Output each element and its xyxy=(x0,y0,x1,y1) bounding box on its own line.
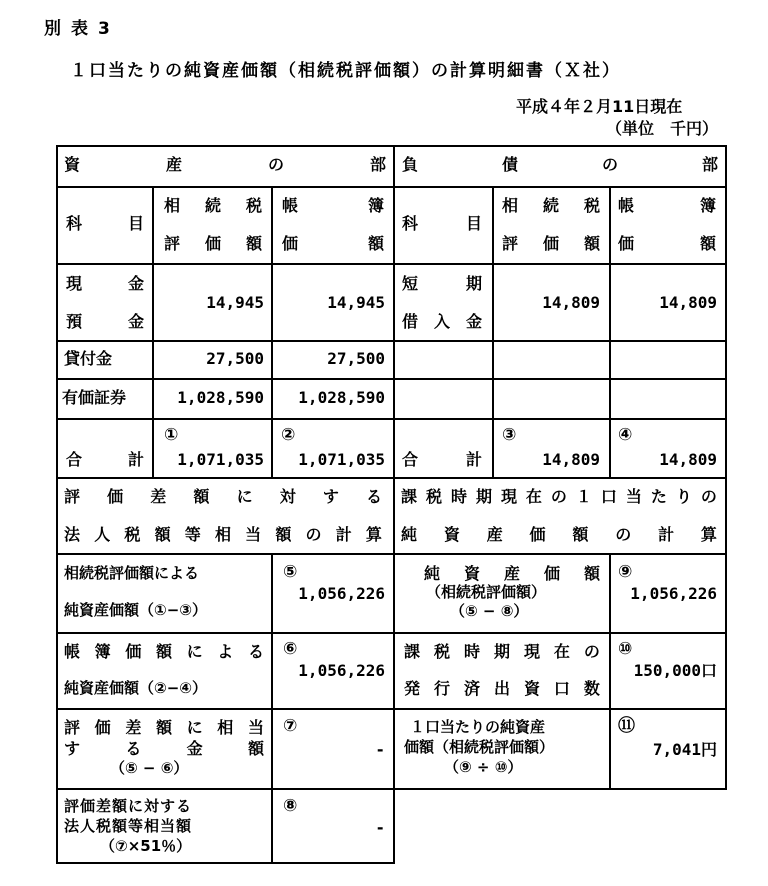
liability-item-shortterm-2: 借 入 金 xyxy=(402,312,482,331)
assets-col-book-2: 価 額 xyxy=(282,234,384,253)
calc-row9-label-3: （⑤ − ⑧） xyxy=(450,602,529,620)
liabilities-col-book-2: 価 額 xyxy=(618,234,716,253)
liability-total-book-mark: ④ xyxy=(618,425,633,445)
calc-row11-mark: ⑪ xyxy=(618,716,635,736)
liability-shortterm-book-value: 14,809 xyxy=(659,293,717,312)
calc-row5-label-2: 純資産価額（①−③） xyxy=(64,601,207,619)
calc-row10-value: 150,000口 xyxy=(633,661,717,680)
calc-row7-mark: ⑦ xyxy=(283,716,298,736)
calc-row10-label-2: 発 行 済 出 資 口 数 xyxy=(404,679,600,698)
calc-row8-label-2: 法人税額等相当額 xyxy=(64,817,193,835)
asset-total-book-mark: ② xyxy=(281,425,296,445)
asset-item-securities: 有価証券 xyxy=(62,388,127,407)
unit-label: （単位 千円） xyxy=(606,119,719,138)
calc-row6-mark: ⑥ xyxy=(283,639,298,659)
calc-row9-label-1: 純 資 産 価 額 xyxy=(424,564,600,583)
asset-total-tax-value: 1,071,035 xyxy=(177,450,264,469)
asset-total-label: 合 計 xyxy=(66,450,144,469)
asset-item-cash-1: 現 金 xyxy=(66,274,144,293)
calc-row10-label-1: 課 税 時 期 現 在 の xyxy=(404,642,600,661)
asset-total-tax-mark: ① xyxy=(164,425,179,445)
liabilities-section-title: 負 債 の 部 xyxy=(402,155,718,174)
calc-row11-value: 7,041円 xyxy=(652,740,717,759)
calc-row5-value: 1,056,226 xyxy=(298,584,385,603)
asset-item-cash-2: 預 金 xyxy=(66,312,144,331)
asset-loan-tax-value: 27,500 xyxy=(206,349,264,368)
asset-securities-book-value: 1,028,590 xyxy=(298,388,385,407)
calc-row9-value: 1,056,226 xyxy=(630,584,717,603)
calc-row7-label-1: 評 価 差 額 に 相 当 xyxy=(64,718,264,737)
calc-row8-label-3: （⑦×51％） xyxy=(100,837,192,855)
calc-row6-label-2: 純資産価額（②−④） xyxy=(64,679,207,697)
liabilities-col-book-1: 帳 簿 xyxy=(618,196,716,215)
table-number-label: 別表3 xyxy=(44,19,120,39)
asset-cash-tax-value: 14,945 xyxy=(206,293,264,312)
assets-col-tax-1: 相 続 税 xyxy=(164,196,262,215)
calc-row6-label-1: 帳 簿 価 額 に よ る xyxy=(64,642,264,661)
asset-securities-tax-value: 1,028,590 xyxy=(177,388,264,407)
calc-row7-label-3: （⑤ − ⑥） xyxy=(110,759,189,777)
assets-col-item: 科 目 xyxy=(66,214,144,233)
calc-row7-value: - xyxy=(375,740,385,759)
asset-total-book-value: 1,071,035 xyxy=(298,450,385,469)
left-calc-title-2: 法 人 税 額 等 相 当 額 の 計 算 xyxy=(64,525,382,544)
liabilities-col-tax-1: 相 続 税 xyxy=(502,196,600,215)
calc-row11-label-3: （⑨ ÷ ⑩） xyxy=(444,758,523,776)
right-calc-title-1: 課 税 時 期 現 在 の １ 口 当 た り の xyxy=(401,487,717,506)
liabilities-col-tax-2: 評 価 額 xyxy=(502,234,600,253)
asset-item-loan: 貸付金 xyxy=(64,349,113,368)
asset-loan-book-value: 27,500 xyxy=(327,349,385,368)
calc-row9-mark: ⑨ xyxy=(618,562,633,582)
calc-row5-mark: ⑤ xyxy=(283,562,298,582)
liability-item-shortterm-1: 短 期 xyxy=(402,274,482,293)
calc-row8-value: - xyxy=(375,818,385,837)
calc-row8-mark: ⑧ xyxy=(283,796,298,816)
calc-row10-mark: ⑩ xyxy=(618,639,633,659)
liability-shortterm-tax-value: 14,809 xyxy=(542,293,600,312)
asset-cash-book-value: 14,945 xyxy=(327,293,385,312)
liabilities-col-item: 科 目 xyxy=(402,214,482,233)
calc-row9-label-2: （相続税評価額） xyxy=(426,583,547,601)
calc-row6-value: 1,056,226 xyxy=(298,661,385,680)
assets-col-tax-2: 評 価 額 xyxy=(164,234,262,253)
liability-total-book-value: 14,809 xyxy=(659,450,717,469)
calc-row11-label-1: １口当たりの純資産 xyxy=(410,718,546,736)
liability-total-label: 合 計 xyxy=(402,450,482,469)
assets-col-book-1: 帳 簿 xyxy=(282,196,384,215)
liability-total-tax-mark: ③ xyxy=(502,425,517,445)
as-of-date: 平成４年２月11日現在 xyxy=(516,97,683,116)
assets-section-title: 資 産 の 部 xyxy=(64,155,386,174)
calc-row8-label-1: 評価差額に対する xyxy=(64,797,193,815)
left-calc-title-1: 評 価 差 額 に 対 す る xyxy=(64,487,382,506)
calc-row11-label-2: 価額（相続税評価額） xyxy=(404,738,555,756)
liability-total-tax-value: 14,809 xyxy=(542,450,600,469)
calc-row7-label-2: す る 金 額 xyxy=(64,739,264,758)
right-calc-title-2: 純 資 産 価 額 の 計 算 xyxy=(401,525,717,544)
document-title: １口当たりの純資産価額（相続税評価額）の計算明細書（Ｘ社） xyxy=(70,61,621,81)
calc-row5-label-1: 相続税評価額による xyxy=(64,564,200,582)
